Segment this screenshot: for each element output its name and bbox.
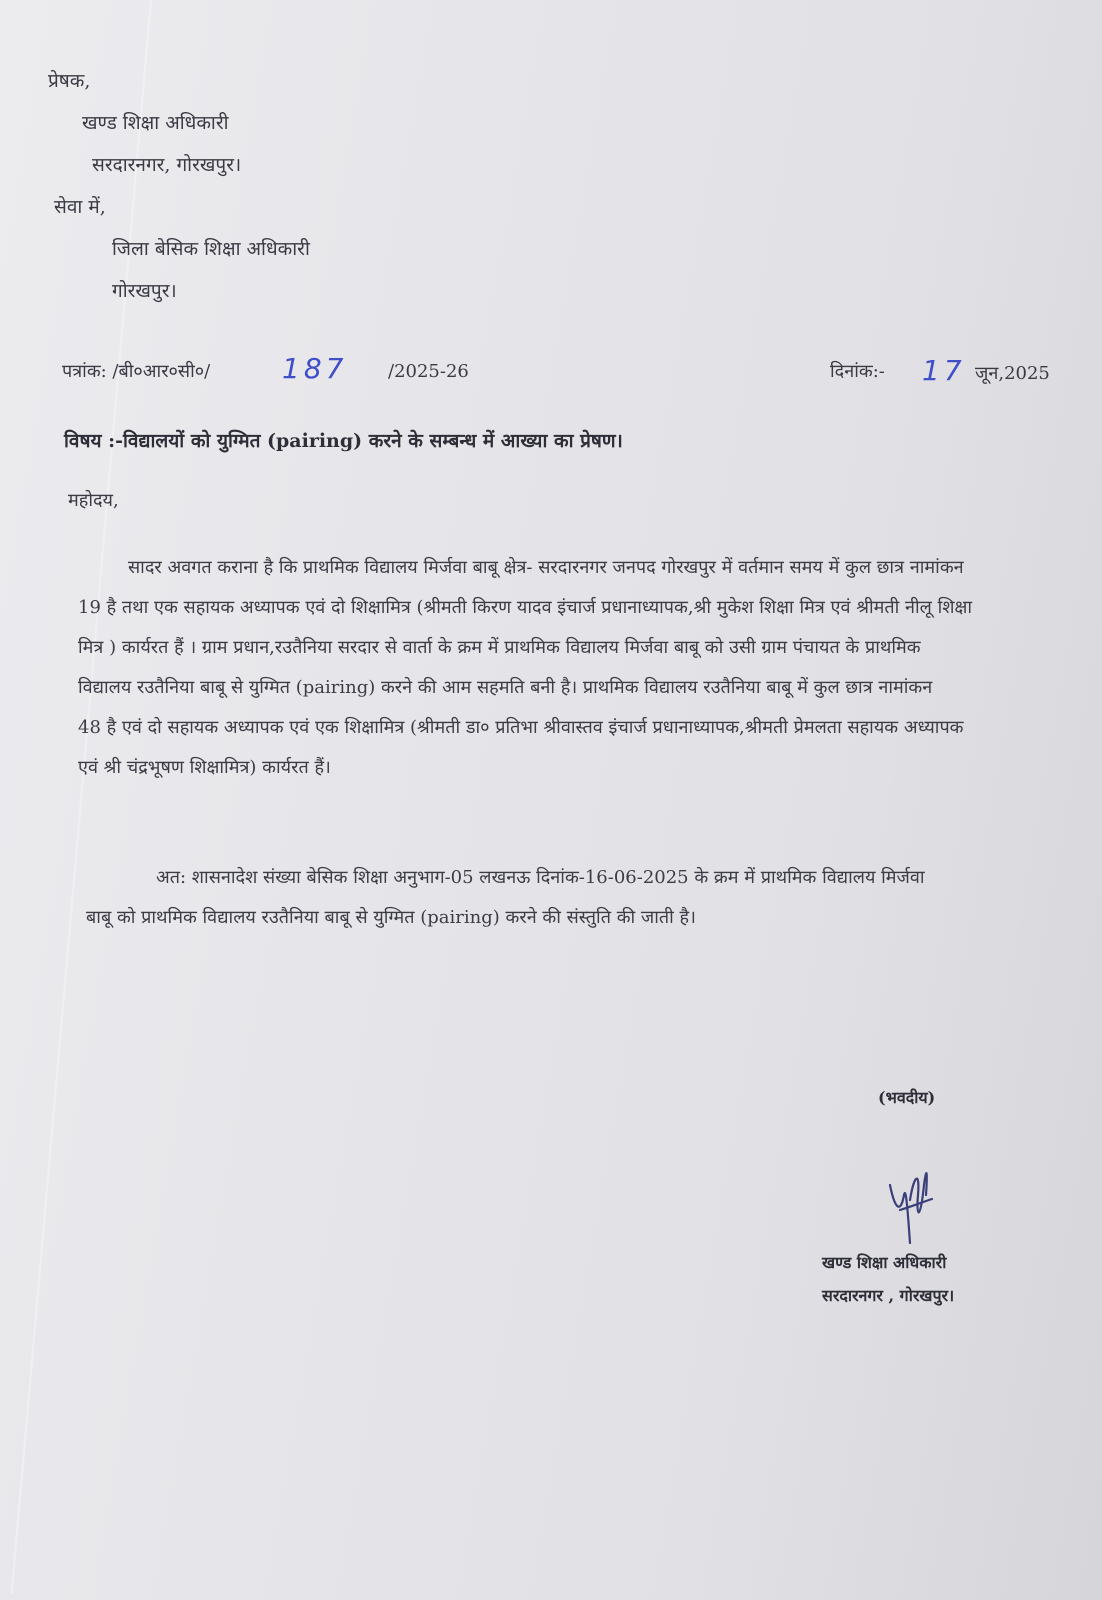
paragraph-line: मित्र ) कार्यरत हैं । ग्राम प्रधान,रउतैनिया सरदार से वार्ता के क्रम में प्राथमिक विद्यालय मिर्जवा बाबू को उसी ग्राम पंचायत के प्राथमिक (78, 637, 921, 658)
signatory-designation: खण्ड शिक्षा अधिकारी (822, 1253, 947, 1272)
closing: (भवदीय) (878, 1088, 936, 1107)
sender-label: प्रेषक, (48, 70, 91, 92)
subject-line: विषय :-विद्यालयों को युग्मित (pairing) करने के सम्बन्ध में आख्या का प्रेषण। (64, 430, 623, 452)
date-rest: जून,2025 (975, 363, 1050, 384)
paragraph-line: एवं श्री चंद्रभूषण शिक्षामित्र) कार्यरत हैं। (78, 757, 331, 778)
paragraph-line: अत: शासनादेश संख्या बेसिक शिक्षा अनुभाग-05 लखनऊ दिनांक-16-06-2025 के क्रम में प्राथमिक विद्यालय मिर्जवा (156, 867, 925, 888)
date-label: दिनांक:- (830, 361, 885, 382)
body-paragraph-2 (86, 858, 1036, 938)
paragraph-line: 48 है एवं दो सहायक अध्यापक एवं एक शिक्षामित्र (श्रीमती डा० प्रतिभा श्रीवास्तव इंचार्ज प्रधानाध्यापक,श्रीमती प्रेमलता सहायक अध्यापक (78, 717, 964, 738)
paragraph-line: विद्यालय रउतैनिया बाबू से युग्मित (pairing) करने की आम सहमति बनी है। प्राथमिक विद्यालय रउतैनिया बाबू में कुल छात्र नामांकन (78, 677, 933, 698)
reference-number: 187 (282, 352, 348, 385)
recipient-designation: जिला बेसिक शिक्षा अधिकारी (112, 238, 310, 260)
reference-suffix: /2025-26 (388, 361, 469, 382)
sender-place: सरदारनगर, गोरखपुर। (92, 154, 242, 176)
handwritten-signature (880, 1155, 960, 1245)
recipient-place: गोरखपुर। (112, 280, 177, 302)
salutation: महोदय, (68, 490, 119, 511)
sender-designation: खण्ड शिक्षा अधिकारी (82, 112, 229, 134)
date-day: 17 (922, 354, 966, 387)
recipient-label: सेवा में, (54, 196, 106, 218)
reference-prefix: पत्रांक: /बी०आर०सी०/ (62, 361, 211, 382)
paragraph-line: सादर अवगत कराना है कि प्राथमिक विद्यालय मिर्जवा बाबू क्षेत्र- सरदारनगर जनपद गोरखपुर में वर्तमान समय में कुल छात्र नामांकन (128, 557, 964, 578)
signatory-place: सरदारनगर , गोरखपुर। (822, 1286, 955, 1305)
paragraph-line: बाबू को प्राथमिक विद्यालय रउतैनिया बाबू से युग्मित (pairing) करने की संस्तुति की जाती है। (86, 907, 696, 928)
paragraph-line: 19 है तथा एक सहायक अध्यापक एवं दो शिक्षामित्र (श्रीमती किरण यादव इंचार्ज प्रधानाध्यापक,श्री मुकेश शिक्षा मित्र एवं श्रीमती नीलू शिक्षा (78, 597, 973, 618)
body-paragraph-1 (78, 548, 1038, 788)
